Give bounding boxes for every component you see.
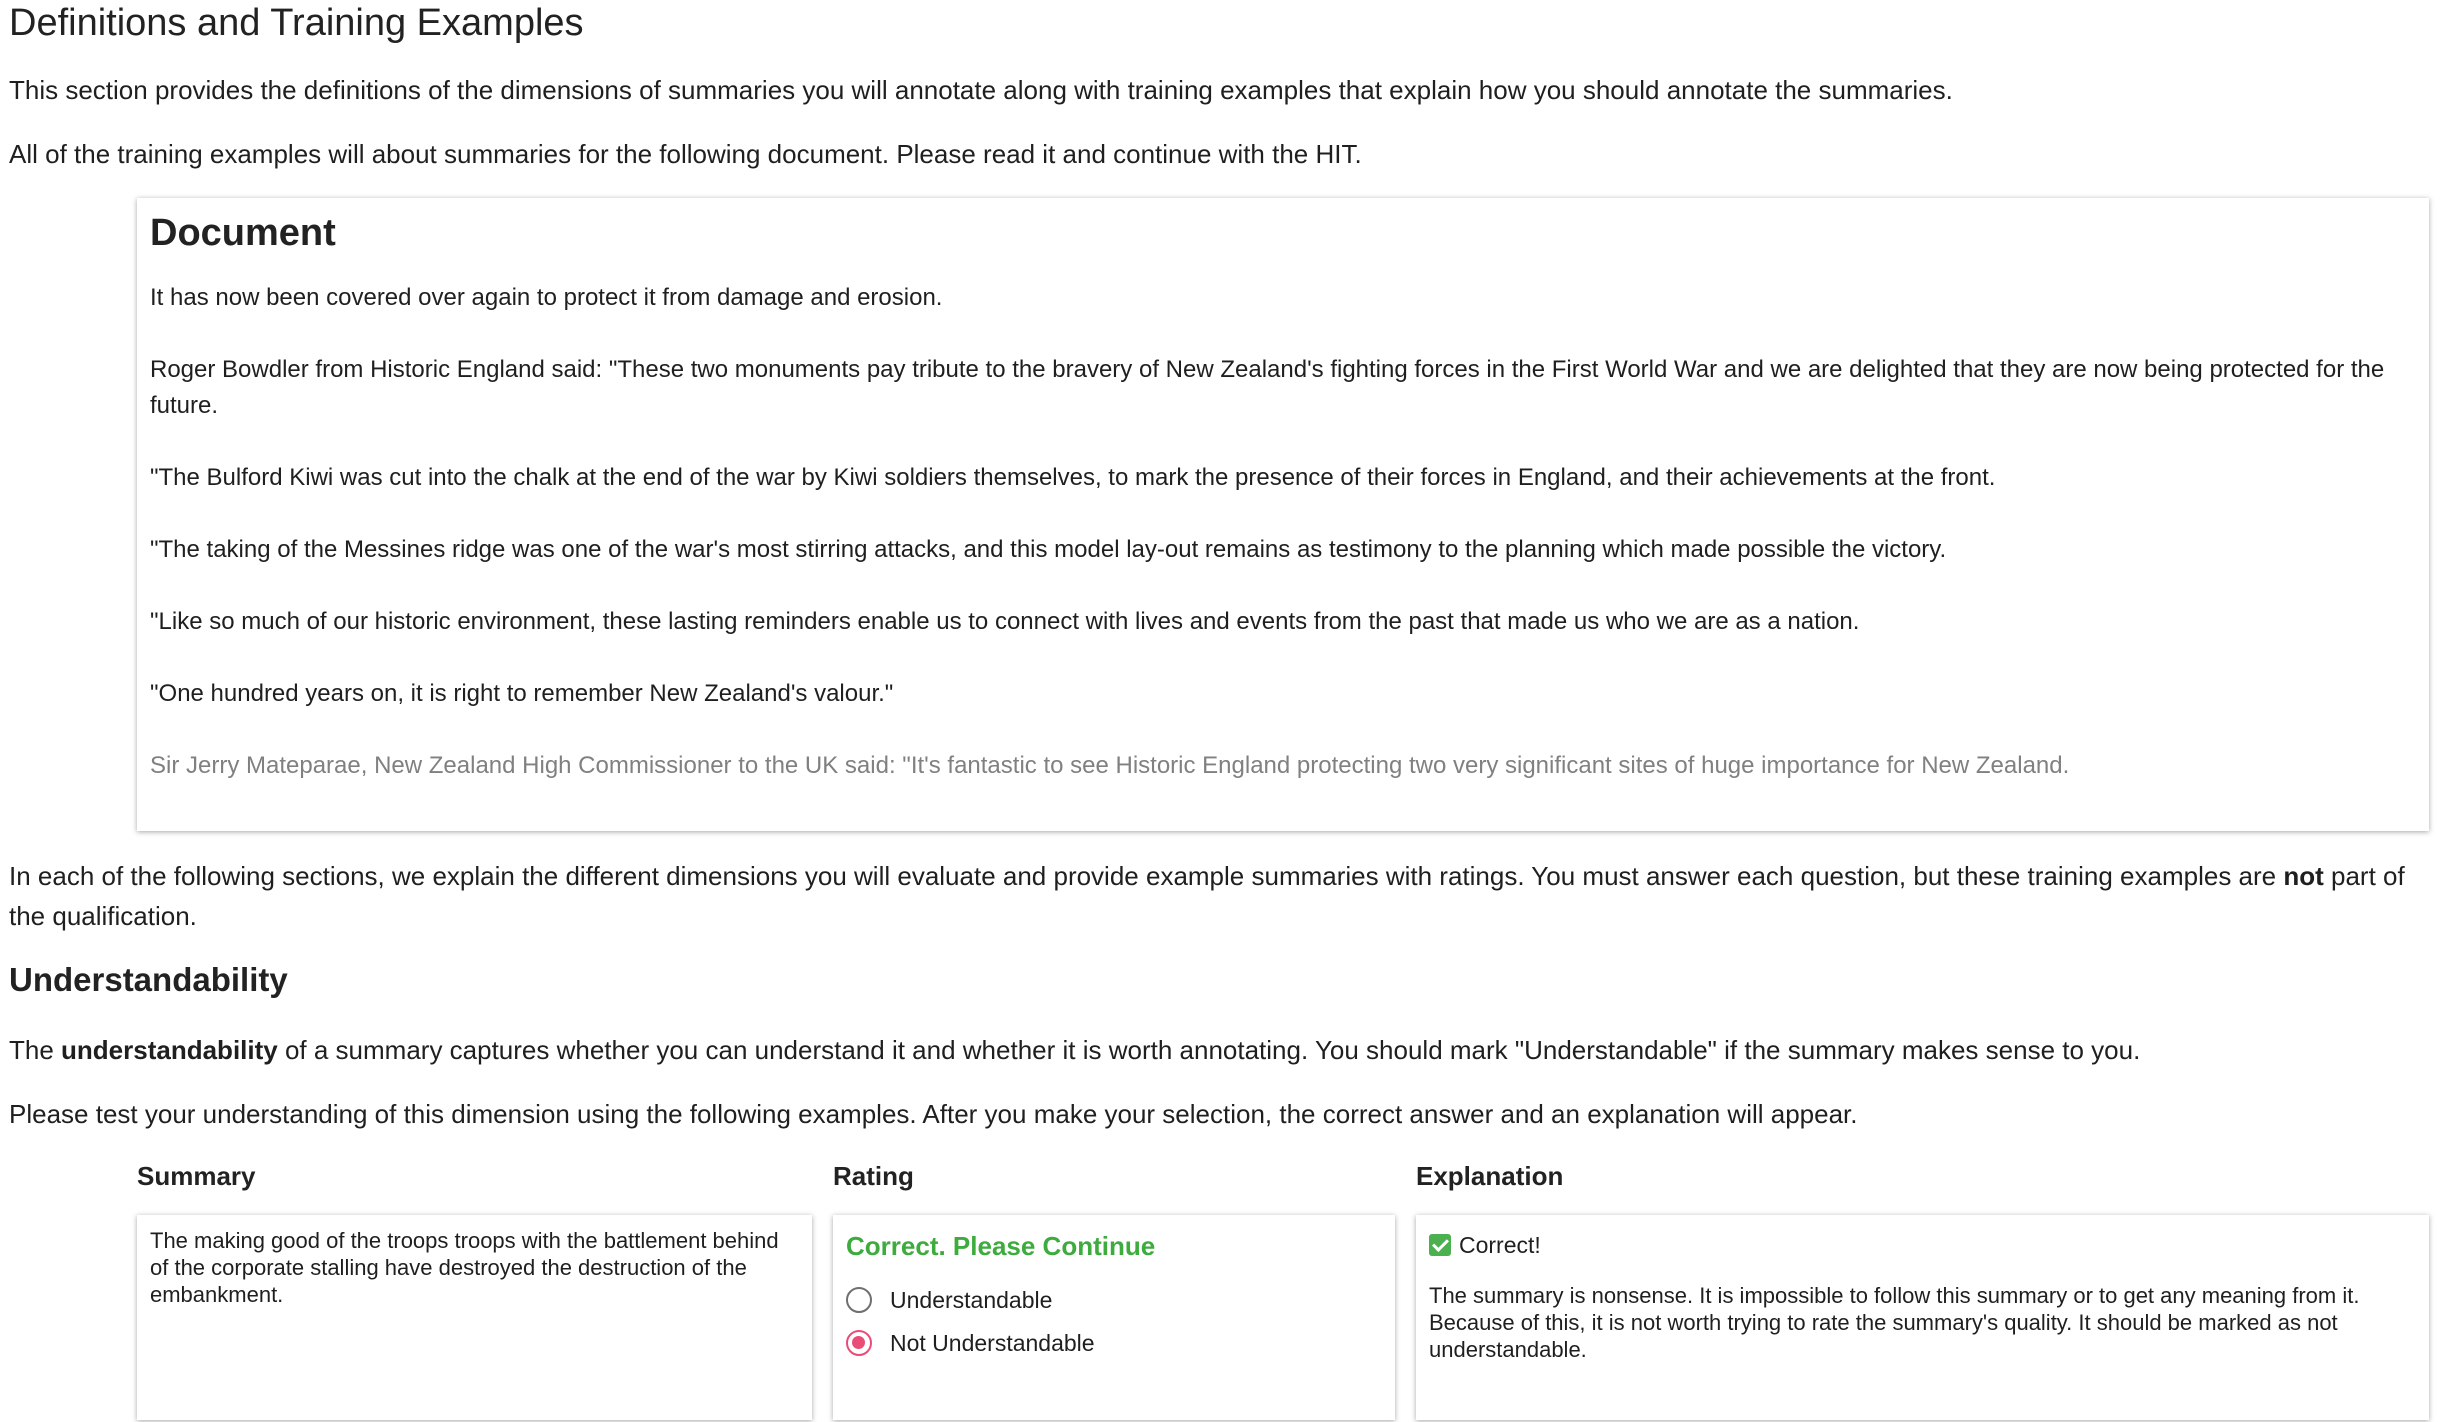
document-paragraph: Roger Bowdler from Historic England said: "These two monuments pay tribute to the bravery of New Zealand's fighting forces in the First World War and we are delighted that they are now being protected for the future.	[150, 356, 2385, 419]
rating-status: Correct. Please Continue	[846, 1231, 1156, 1261]
document-panel	[137, 198, 2429, 831]
explanation-text: The summary is nonsense. It is impossible to follow this summary or to get any meaning from it. Because of this, it is not worth trying to rate the summary's quality. It should be marked as not understandable.	[1429, 1283, 2360, 1362]
document-paragraph-faded: Sir Jerry Mateparae, New Zealand High Commissioner to the UK said: "It's fantastic to see Historic England protecting two very significant sites of huge importance for New Zealand.	[150, 752, 2070, 779]
column-header-rating: Rating	[833, 1161, 914, 1191]
radio-button-unchecked[interactable]	[846, 1287, 872, 1313]
radio-option-not-understandable[interactable]	[846, 1328, 1095, 1358]
page-title: Definitions and Training Examples	[9, 2, 584, 44]
document-paragraph: "Like so much of our historic environment, these lasting reminders enable us to connect with lives and events from the past that made us who we are as a nation.	[150, 608, 1860, 635]
summary-card	[137, 1215, 812, 1420]
document-title: Document	[150, 212, 336, 254]
radio-option-understandable[interactable]	[846, 1285, 1052, 1315]
document-intro-text: All of the training examples will about summaries for the following document. Please read it and continue with the HIT.	[9, 139, 1362, 169]
sections-intro-text: In each of the following sections, we explain the different dimensions you will evaluate and provide example summaries with ratings. You must answer each question, but these training examples are not part of the qualification.	[9, 861, 2405, 931]
understandability-definition: The understandability of a summary captures whether you can understand it and whether it is worth annotating. You should mark "Understandable" if the summary makes sense to you.	[9, 1035, 2141, 1065]
document-paragraph: It has now been covered over again to protect it from damage and erosion.	[150, 284, 943, 311]
check-mark-icon	[1429, 1234, 1451, 1256]
explanation-status: Correct!	[1429, 1230, 1541, 1260]
rating-card	[833, 1215, 1395, 1420]
section-heading-understandability: Understandability	[9, 961, 288, 998]
document-paragraph: "The taking of the Messines ridge was one of the war's most stirring attacks, and this model lay-out remains as testimony to the planning which made possible the victory.	[150, 536, 1947, 563]
summary-text: The making good of the troops troops with the battlement behind of the corporate stalling have destroyed the destruction of the embankment.	[150, 1228, 779, 1307]
radio-label: Understandable	[890, 1287, 1053, 1313]
understandability-test-instructions: Please test your understanding of this dimension using the following examples. After you make your selection, the correct answer and an explanation will appear.	[9, 1099, 1858, 1129]
explanation-card	[1416, 1215, 2429, 1420]
document-paragraph: "The Bulford Kiwi was cut into the chalk at the end of the war by Kiwi soldiers themselves, to mark the presence of their forces in England, and their achievements at the front.	[150, 464, 1996, 491]
column-header-summary: Summary	[137, 1161, 256, 1191]
radio-label: Not Understandable	[890, 1330, 1095, 1356]
column-header-explanation: Explanation	[1416, 1161, 1564, 1191]
intro-text: This section provides the definitions of the dimensions of summaries you will annotate along with training examples that explain how you should annotate the summaries.	[9, 75, 1953, 105]
radio-button-checked[interactable]	[846, 1330, 872, 1356]
document-paragraph: "One hundred years on, it is right to remember New Zealand's valour."	[150, 680, 894, 707]
